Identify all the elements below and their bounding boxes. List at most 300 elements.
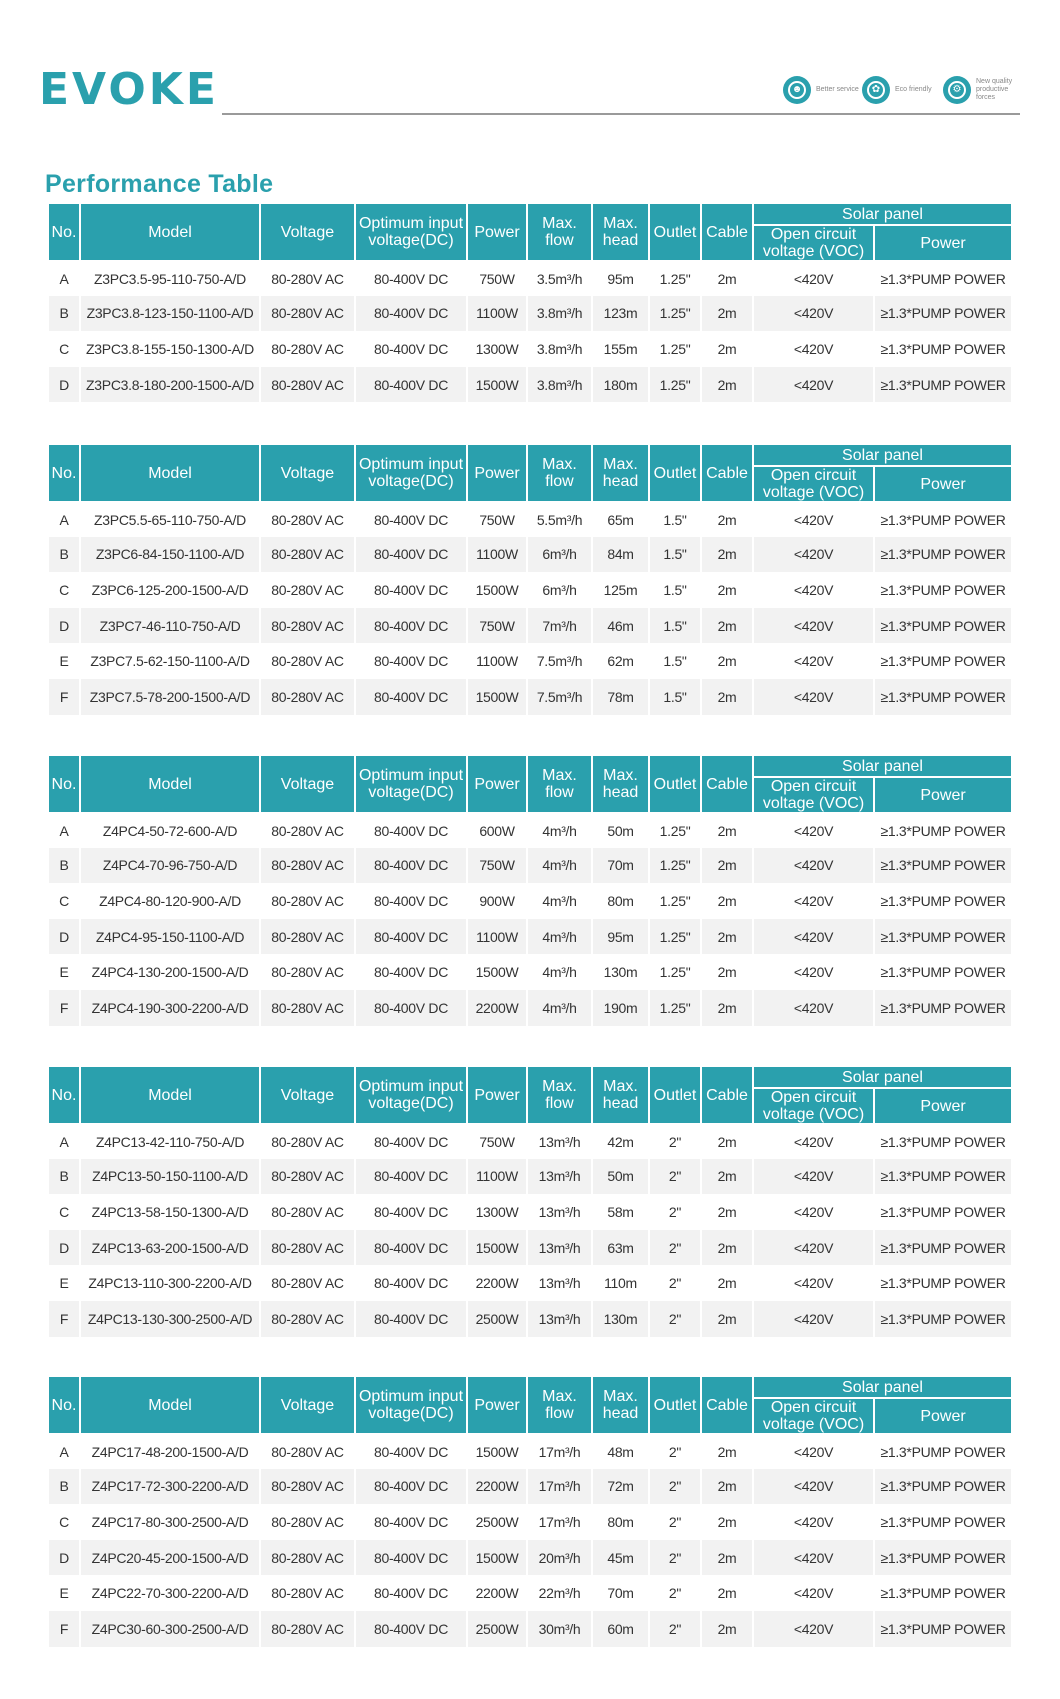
outlet-cell: 1.25": [650, 919, 700, 955]
outlet-cell: 1.5": [650, 572, 700, 608]
optimum-input-cell: 80-400V DC: [356, 1540, 466, 1576]
voc-cell: <420V: [754, 537, 873, 573]
table-row: [49, 883, 1011, 919]
model-cell: Z3PC7.5-62-150-1100-A/D: [81, 643, 259, 679]
model-cell: Z3PC3.8-123-150-1100-A/D: [81, 296, 259, 332]
optimum-input-cell: 80-400V DC: [356, 1159, 466, 1195]
power-header: Power: [468, 204, 526, 260]
row-no: D: [49, 919, 79, 955]
outlet-cell: 1.25": [650, 260, 700, 296]
solar-panel-header: Solar panel: [754, 445, 1011, 465]
solar-power-cell: ≥1.3*PUMP POWER: [875, 1433, 1011, 1469]
voltage-header: Voltage: [261, 204, 354, 260]
outlet-cell: 1.25": [650, 296, 700, 332]
open-circuit-header: Open circuit voltage (VOC): [754, 1087, 873, 1123]
table-row: [49, 260, 1011, 296]
cable-cell: 2m: [702, 331, 752, 367]
model-cell: Z4PC4-130-200-1500-A/D: [81, 954, 259, 990]
solar-power-cell: ≥1.3*PUMP POWER: [875, 954, 1011, 990]
cable-cell: 2m: [702, 1265, 752, 1301]
max-flow-cell: 5.5m³/h: [528, 501, 591, 537]
max-head-cell: 42m: [593, 1123, 648, 1159]
badge-new-quality: [943, 74, 1022, 106]
cable-cell: 2m: [702, 572, 752, 608]
row-no: F: [49, 1301, 79, 1337]
solar-power-cell: ≥1.3*PUMP POWER: [875, 1194, 1011, 1230]
open-circuit-header: Open circuit voltage (VOC): [754, 776, 873, 812]
power-cell: 1500W: [468, 367, 526, 403]
outlet-header: Outlet: [650, 1377, 700, 1433]
model-cell: Z4PC13-130-300-2500-A/D: [81, 1301, 259, 1337]
max-head-cell: 95m: [593, 260, 648, 296]
table-body: [49, 1123, 1011, 1337]
cable-header: Cable: [702, 1377, 752, 1433]
table-row: [49, 572, 1011, 608]
no-header: No.: [49, 1377, 79, 1433]
cable-cell: 2m: [702, 1433, 752, 1469]
power-cell: 2500W: [468, 1301, 526, 1337]
cable-cell: 2m: [702, 1611, 752, 1647]
solar-power-cell: ≥1.3*PUMP POWER: [875, 1230, 1011, 1266]
row-no: E: [49, 1265, 79, 1301]
cable-cell: 2m: [702, 679, 752, 715]
outlet-cell: 2": [650, 1265, 700, 1301]
table-row: [49, 1123, 1011, 1159]
cable-cell: 2m: [702, 501, 752, 537]
optimum-input-cell: 80-400V DC: [356, 296, 466, 332]
max-flow-header: Max. flow: [528, 1377, 591, 1433]
row-no: A: [49, 1433, 79, 1469]
max-flow-cell: 13m³/h: [528, 1301, 591, 1337]
solar-power-cell: ≥1.3*PUMP POWER: [875, 367, 1011, 403]
voltage-cell: 80-280V AC: [261, 367, 354, 403]
cable-cell: 2m: [702, 848, 752, 884]
model-cell: Z4PC4-50-72-600-A/D: [81, 812, 259, 848]
max-flow-cell: 13m³/h: [528, 1194, 591, 1230]
cable-cell: 2m: [702, 643, 752, 679]
power-cell: 1100W: [468, 1159, 526, 1195]
table-header: [49, 204, 1011, 260]
row-no: D: [49, 1230, 79, 1266]
voc-cell: <420V: [754, 1194, 873, 1230]
row-no: B: [49, 1159, 79, 1195]
cable-cell: 2m: [702, 812, 752, 848]
max-head-header: Max. head: [593, 1377, 648, 1433]
solar-power-cell: ≥1.3*PUMP POWER: [875, 919, 1011, 955]
voltage-cell: 80-280V AC: [261, 260, 354, 296]
header-row: [49, 204, 1011, 224]
outlet-cell: 2": [650, 1469, 700, 1505]
model-header: Model: [81, 756, 259, 812]
max-flow-cell: 17m³/h: [528, 1504, 591, 1540]
table-row: [49, 1611, 1011, 1647]
voc-cell: <420V: [754, 1230, 873, 1266]
table-row: [49, 1540, 1011, 1576]
cable-cell: 2m: [702, 1194, 752, 1230]
row-no: F: [49, 990, 79, 1026]
brand-logo: EVOKE: [39, 64, 219, 115]
row-no: E: [49, 643, 79, 679]
voc-cell: <420V: [754, 1265, 873, 1301]
max-flow-cell: 20m³/h: [528, 1540, 591, 1576]
voltage-cell: 80-280V AC: [261, 572, 354, 608]
optimum-input-cell: 80-400V DC: [356, 331, 466, 367]
max-head-cell: 95m: [593, 919, 648, 955]
solar-power-cell: ≥1.3*PUMP POWER: [875, 296, 1011, 332]
power-cell: 1500W: [468, 1540, 526, 1576]
no-header: No.: [49, 445, 79, 501]
voc-cell: <420V: [754, 367, 873, 403]
power-cell: 1500W: [468, 1230, 526, 1266]
table-row: [49, 643, 1011, 679]
max-head-cell: 58m: [593, 1194, 648, 1230]
voltage-cell: 80-280V AC: [261, 537, 354, 573]
open-circuit-header: Open circuit voltage (VOC): [754, 1397, 873, 1433]
optimum-input-header: Optimum input voltage(DC): [356, 1067, 466, 1123]
max-head-header: Max. head: [593, 204, 648, 260]
model-cell: Z3PC7-46-110-750-A/D: [81, 608, 259, 644]
max-flow-cell: 6m³/h: [528, 572, 591, 608]
max-head-cell: 50m: [593, 1159, 648, 1195]
solar-power-cell: ≥1.3*PUMP POWER: [875, 1611, 1011, 1647]
solar-power-cell: ≥1.3*PUMP POWER: [875, 572, 1011, 608]
max-flow-cell: 4m³/h: [528, 919, 591, 955]
power-cell: 1500W: [468, 954, 526, 990]
cable-cell: 2m: [702, 919, 752, 955]
solar-power-cell: ≥1.3*PUMP POWER: [875, 1540, 1011, 1576]
solar-power-header: Power: [875, 1087, 1011, 1123]
max-head-cell: 62m: [593, 643, 648, 679]
model-cell: Z4PC4-70-96-750-A/D: [81, 848, 259, 884]
row-no: C: [49, 1504, 79, 1540]
outlet-cell: 1.25": [650, 331, 700, 367]
voltage-cell: 80-280V AC: [261, 883, 354, 919]
row-no: C: [49, 883, 79, 919]
model-cell: Z4PC17-80-300-2500-A/D: [81, 1504, 259, 1540]
model-cell: Z4PC4-95-150-1100-A/D: [81, 919, 259, 955]
solar-power-cell: ≥1.3*PUMP POWER: [875, 990, 1011, 1026]
solar-power-cell: ≥1.3*PUMP POWER: [875, 501, 1011, 537]
max-flow-cell: 3.8m³/h: [528, 367, 591, 403]
cable-cell: 2m: [702, 1469, 752, 1505]
solar-panel-header: Solar panel: [754, 1377, 1011, 1397]
table-header: [49, 445, 1011, 501]
table-row: [49, 919, 1011, 955]
badge-text: Eco friendly: [895, 86, 932, 93]
max-head-cell: 70m: [593, 1575, 648, 1611]
voltage-cell: 80-280V AC: [261, 331, 354, 367]
cable-header: Cable: [702, 204, 752, 260]
outlet-cell: 2": [650, 1159, 700, 1195]
voc-cell: <420V: [754, 260, 873, 296]
cable-header: Cable: [702, 445, 752, 501]
cable-cell: 2m: [702, 1301, 752, 1337]
model-cell: Z3PC3.8-180-200-1500-A/D: [81, 367, 259, 403]
optimum-input-cell: 80-400V DC: [356, 537, 466, 573]
solar-power-cell: ≥1.3*PUMP POWER: [875, 812, 1011, 848]
cable-cell: 2m: [702, 608, 752, 644]
cable-cell: 2m: [702, 1123, 752, 1159]
no-header: No.: [49, 1067, 79, 1123]
service-icon: ☻: [783, 76, 811, 104]
voc-cell: <420V: [754, 1433, 873, 1469]
voltage-cell: 80-280V AC: [261, 1230, 354, 1266]
solar-power-cell: ≥1.3*PUMP POWER: [875, 848, 1011, 884]
outlet-cell: 2": [650, 1301, 700, 1337]
table-row: [49, 296, 1011, 332]
table-row: [49, 1159, 1011, 1195]
model-cell: Z3PC6-125-200-1500-A/D: [81, 572, 259, 608]
table-row: [49, 1469, 1011, 1505]
table-row: [49, 812, 1011, 848]
optimum-input-cell: 80-400V DC: [356, 990, 466, 1026]
model-cell: Z4PC17-72-300-2200-A/D: [81, 1469, 259, 1505]
voltage-cell: 80-280V AC: [261, 954, 354, 990]
model-cell: Z4PC13-58-150-1300-A/D: [81, 1194, 259, 1230]
voc-cell: <420V: [754, 1159, 873, 1195]
outlet-cell: 2": [650, 1540, 700, 1576]
voltage-cell: 80-280V AC: [261, 296, 354, 332]
optimum-input-cell: 80-400V DC: [356, 954, 466, 990]
power-cell: 1500W: [468, 572, 526, 608]
voltage-cell: 80-280V AC: [261, 812, 354, 848]
row-no: A: [49, 812, 79, 848]
solar-power-cell: ≥1.3*PUMP POWER: [875, 608, 1011, 644]
max-flow-cell: 4m³/h: [528, 954, 591, 990]
table-row: [49, 1265, 1011, 1301]
voc-cell: <420V: [754, 1575, 873, 1611]
model-header: Model: [81, 1067, 259, 1123]
voc-cell: <420V: [754, 1469, 873, 1505]
max-flow-cell: 17m³/h: [528, 1469, 591, 1505]
voc-cell: <420V: [754, 919, 873, 955]
outlet-cell: 1.25": [650, 990, 700, 1026]
outlet-cell: 2": [650, 1433, 700, 1469]
table-row: [49, 954, 1011, 990]
max-head-cell: 60m: [593, 1611, 648, 1647]
header-row: [49, 445, 1011, 465]
power-cell: 1100W: [468, 643, 526, 679]
optimum-input-cell: 80-400V DC: [356, 501, 466, 537]
voltage-cell: 80-280V AC: [261, 608, 354, 644]
solar-power-header: Power: [875, 224, 1011, 260]
outlet-header: Outlet: [650, 204, 700, 260]
voltage-cell: 80-280V AC: [261, 1504, 354, 1540]
optimum-input-cell: 80-400V DC: [356, 1504, 466, 1540]
max-flow-cell: 13m³/h: [528, 1123, 591, 1159]
power-header: Power: [468, 1067, 526, 1123]
model-cell: Z3PC5.5-65-110-750-A/D: [81, 501, 259, 537]
row-no: C: [49, 572, 79, 608]
table-header: [49, 1377, 1011, 1433]
voc-cell: <420V: [754, 1123, 873, 1159]
voltage-cell: 80-280V AC: [261, 1575, 354, 1611]
model-cell: Z4PC4-80-120-900-A/D: [81, 883, 259, 919]
voltage-header: Voltage: [261, 1377, 354, 1433]
max-head-cell: 110m: [593, 1265, 648, 1301]
solar-power-cell: ≥1.3*PUMP POWER: [875, 1265, 1011, 1301]
power-cell: 1100W: [468, 296, 526, 332]
voc-cell: <420V: [754, 296, 873, 332]
model-cell: Z4PC20-45-200-1500-A/D: [81, 1540, 259, 1576]
solar-panel-header: Solar panel: [754, 1067, 1011, 1087]
max-flow-cell: 13m³/h: [528, 1230, 591, 1266]
optimum-input-cell: 80-400V DC: [356, 367, 466, 403]
no-header: No.: [49, 204, 79, 260]
cable-cell: 2m: [702, 260, 752, 296]
table-row: [49, 501, 1011, 537]
no-header: No.: [49, 756, 79, 812]
model-cell: Z3PC7.5-78-200-1500-A/D: [81, 679, 259, 715]
voltage-cell: 80-280V AC: [261, 848, 354, 884]
table-body: [49, 260, 1011, 402]
max-flow-header: Max. flow: [528, 204, 591, 260]
optimum-input-cell: 80-400V DC: [356, 1123, 466, 1159]
max-head-cell: 50m: [593, 812, 648, 848]
header-row: [49, 1067, 1011, 1087]
table-row: [49, 1504, 1011, 1540]
cable-cell: 2m: [702, 537, 752, 573]
solar-power-cell: ≥1.3*PUMP POWER: [875, 1301, 1011, 1337]
table-body: [49, 501, 1011, 715]
max-head-cell: 65m: [593, 501, 648, 537]
cable-cell: 2m: [702, 990, 752, 1026]
outlet-cell: 1.5": [650, 537, 700, 573]
solar-power-cell: ≥1.3*PUMP POWER: [875, 1469, 1011, 1505]
badge-text: New quality productive forces: [976, 78, 1013, 101]
optimum-input-cell: 80-400V DC: [356, 1433, 466, 1469]
power-cell: 750W: [468, 848, 526, 884]
max-flow-cell: 22m³/h: [528, 1575, 591, 1611]
model-cell: Z3PC3.8-155-150-1300-A/D: [81, 331, 259, 367]
power-cell: 2200W: [468, 1469, 526, 1505]
max-head-cell: 80m: [593, 883, 648, 919]
solar-power-cell: ≥1.3*PUMP POWER: [875, 331, 1011, 367]
solar-power-cell: ≥1.3*PUMP POWER: [875, 260, 1011, 296]
header-divider: [222, 113, 1020, 115]
max-flow-cell: 3.8m³/h: [528, 331, 591, 367]
voc-cell: <420V: [754, 572, 873, 608]
model-cell: Z3PC6-84-150-1100-A/D: [81, 537, 259, 573]
row-no: B: [49, 296, 79, 332]
model-cell: Z4PC22-70-300-2200-A/D: [81, 1575, 259, 1611]
solar-panel-header: Solar panel: [754, 756, 1011, 776]
voc-cell: <420V: [754, 501, 873, 537]
row-no: B: [49, 537, 79, 573]
power-cell: 1500W: [468, 679, 526, 715]
gear-icon: ⚙: [943, 76, 971, 104]
voltage-header: Voltage: [261, 756, 354, 812]
badge-better-service: [783, 74, 862, 106]
max-head-cell: 180m: [593, 367, 648, 403]
max-head-cell: 78m: [593, 679, 648, 715]
performance-table: [47, 756, 1013, 1026]
optimum-input-cell: 80-400V DC: [356, 1265, 466, 1301]
power-cell: 1100W: [468, 537, 526, 573]
solar-panel-header: Solar panel: [754, 204, 1011, 224]
outlet-cell: 2": [650, 1123, 700, 1159]
eco-icon: ✿: [862, 76, 890, 104]
voltage-cell: 80-280V AC: [261, 990, 354, 1026]
max-flow-cell: 7.5m³/h: [528, 643, 591, 679]
outlet-cell: 1.25": [650, 848, 700, 884]
outlet-cell: 1.5": [650, 501, 700, 537]
max-head-cell: 123m: [593, 296, 648, 332]
max-flow-cell: 7m³/h: [528, 608, 591, 644]
row-no: C: [49, 1194, 79, 1230]
table-header: [49, 756, 1011, 812]
power-header: Power: [468, 445, 526, 501]
voc-cell: <420V: [754, 848, 873, 884]
power-cell: 900W: [468, 883, 526, 919]
max-head-header: Max. head: [593, 445, 648, 501]
optimum-input-cell: 80-400V DC: [356, 883, 466, 919]
optimum-input-cell: 80-400V DC: [356, 608, 466, 644]
badge-text: Better service: [816, 86, 859, 93]
max-head-header: Max. head: [593, 756, 648, 812]
power-header: Power: [468, 756, 526, 812]
row-no: D: [49, 367, 79, 403]
outlet-cell: 1.25": [650, 954, 700, 990]
voltage-cell: 80-280V AC: [261, 919, 354, 955]
voltage-cell: 80-280V AC: [261, 1159, 354, 1195]
max-flow-header: Max. flow: [528, 756, 591, 812]
optimum-input-cell: 80-400V DC: [356, 848, 466, 884]
open-circuit-header: Open circuit voltage (VOC): [754, 465, 873, 501]
voltage-cell: 80-280V AC: [261, 643, 354, 679]
max-flow-cell: 7.5m³/h: [528, 679, 591, 715]
voltage-cell: 80-280V AC: [261, 1123, 354, 1159]
max-head-cell: 84m: [593, 537, 648, 573]
max-head-cell: 46m: [593, 608, 648, 644]
row-no: A: [49, 260, 79, 296]
max-flow-cell: 30m³/h: [528, 1611, 591, 1647]
table-row: [49, 679, 1011, 715]
power-cell: 1100W: [468, 919, 526, 955]
performance-table: [47, 445, 1013, 715]
voc-cell: <420V: [754, 883, 873, 919]
optimum-input-header: Optimum input voltage(DC): [356, 204, 466, 260]
voc-cell: <420V: [754, 990, 873, 1026]
max-head-cell: 130m: [593, 954, 648, 990]
voltage-cell: 80-280V AC: [261, 679, 354, 715]
row-no: F: [49, 679, 79, 715]
solar-power-cell: ≥1.3*PUMP POWER: [875, 537, 1011, 573]
optimum-input-cell: 80-400V DC: [356, 679, 466, 715]
voc-cell: <420V: [754, 1504, 873, 1540]
voc-cell: <420V: [754, 331, 873, 367]
max-head-cell: 80m: [593, 1504, 648, 1540]
row-no: D: [49, 1540, 79, 1576]
outlet-cell: 1.25": [650, 883, 700, 919]
voc-cell: <420V: [754, 1301, 873, 1337]
header-row: [49, 756, 1011, 776]
max-head-cell: 70m: [593, 848, 648, 884]
max-flow-cell: 3.8m³/h: [528, 296, 591, 332]
row-no: B: [49, 848, 79, 884]
max-head-cell: 125m: [593, 572, 648, 608]
voltage-cell: 80-280V AC: [261, 1265, 354, 1301]
voc-cell: <420V: [754, 1540, 873, 1576]
cable-cell: 2m: [702, 367, 752, 403]
solar-power-cell: ≥1.3*PUMP POWER: [875, 1504, 1011, 1540]
power-cell: 750W: [468, 501, 526, 537]
power-cell: 2500W: [468, 1504, 526, 1540]
voltage-header: Voltage: [261, 445, 354, 501]
cable-cell: 2m: [702, 1159, 752, 1195]
table-row: [49, 1575, 1011, 1611]
voc-cell: <420V: [754, 608, 873, 644]
